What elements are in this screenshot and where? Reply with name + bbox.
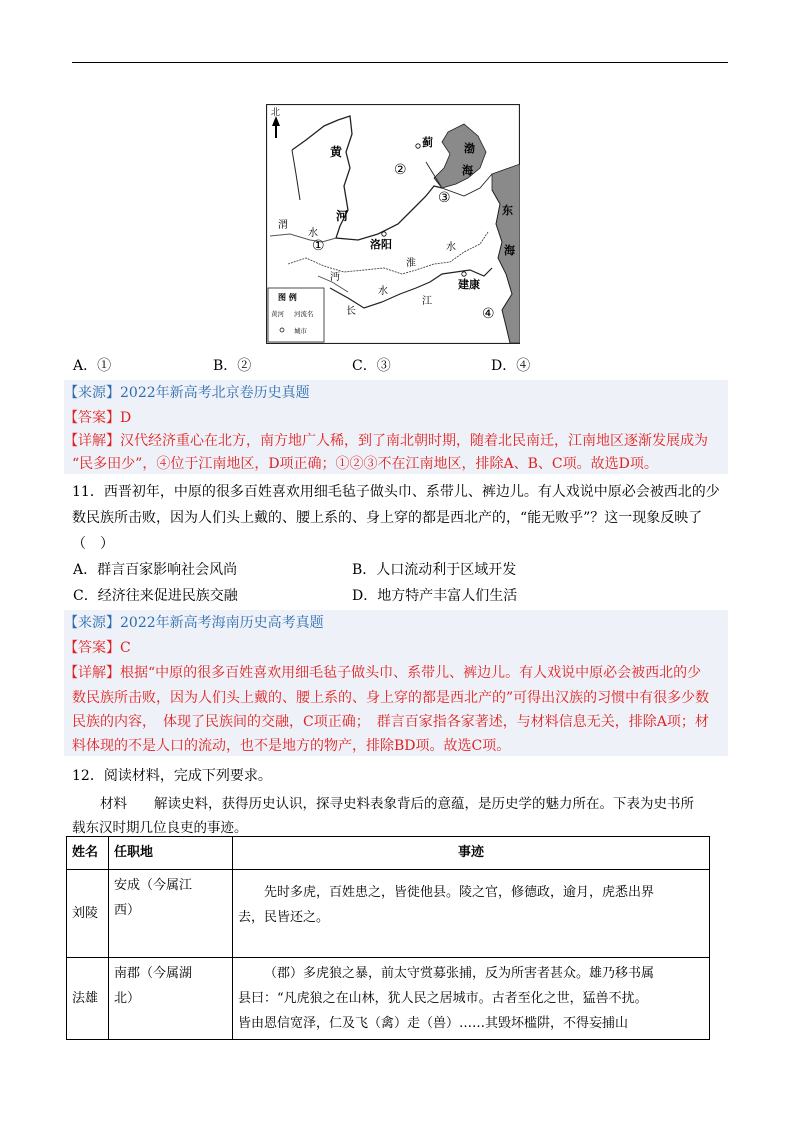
table-cell-place — [109, 870, 233, 958]
deed-line: 皆由恩信宽泽，仁及飞（禽）走（兽）……其毁坏槛阱，不得妄捕山 — [238, 1016, 629, 1031]
label-jiang: 江 — [422, 296, 432, 307]
q10-explain-line1: 【详解】汉代经济重心在北方，南方地广人稀，到了南北朝时期，随着北民南迁，江南地区逐渐发展成为 — [64, 433, 708, 449]
table-cell-place — [109, 958, 233, 1040]
table-row — [67, 870, 710, 958]
place-line: 北） — [114, 991, 141, 1006]
marker-1: ① — [312, 238, 325, 254]
deed-line: 县曰：“凡虎狼之在山林，犹人民之居城市。古者至化之世，猛兽不扰。 — [238, 991, 648, 1006]
q11-explain-line2: 数民族所击败，因为人们头上戴的、腰上系的、身上穿的都是西北产的”可得出汉族的习惯中有很多少数 — [72, 690, 710, 706]
marker-4: ④ — [482, 306, 495, 322]
historical-map — [266, 104, 520, 344]
place-line: 西） — [114, 903, 141, 918]
legend-river-label: 河流名 — [294, 310, 314, 318]
q11-option-b[interactable]: B．人口流动利于区域开发 — [352, 562, 517, 578]
q11-answer: 【答案】C — [64, 640, 131, 656]
q10-option-c[interactable]: C．③ — [352, 358, 391, 374]
legend-river-sample: 黄河 — [271, 310, 284, 318]
place-line: 南郡（今属湖 — [114, 966, 193, 981]
legend-title: 图 例 — [278, 293, 297, 302]
q11-stem-line1: 11．西晋初年，中原的很多百姓喜欢用细毛毡子做头巾、系带儿、裤边儿。有人戏说中原必会被西北的少 — [72, 484, 720, 500]
table-cell-name: 法雄 — [67, 958, 109, 1040]
label-shui: 水 — [308, 228, 318, 239]
label-dong: 东 — [502, 204, 513, 217]
city-ji-icon — [416, 144, 420, 148]
label-huai: 淮 — [406, 258, 416, 269]
table-cell-deeds — [233, 958, 710, 1040]
q10-option-a[interactable]: A．① — [73, 358, 112, 374]
label-shui3: 水 — [378, 286, 388, 297]
officials-table — [66, 836, 710, 1040]
table-cell-deeds — [233, 870, 710, 958]
label-shui2: 水 — [446, 242, 456, 253]
city-luoyang-icon — [382, 232, 386, 236]
label-luoyang: 洛阳 — [370, 238, 392, 251]
q11-explain-line1: 【详解】根据“中原的很多百姓喜欢用细毛毡子做头巾、系带儿、裤边儿。有人戏说中原必会被西北的少 — [64, 665, 702, 681]
q10-source: 【来源】2022年新高考北京卷历史真题 — [64, 385, 310, 401]
q11-stem-line3: （ ） — [72, 536, 114, 552]
label-huang: 黄 — [330, 145, 343, 159]
q11-option-a[interactable]: A．群言百家影响社会风尚 — [73, 562, 238, 578]
place-line: 安成（今属江 — [114, 878, 193, 893]
label-jiankang: 建康 — [458, 278, 480, 291]
q11-option-d[interactable]: D．地方特产丰富人们生活 — [352, 588, 518, 604]
q10-option-b[interactable]: B．② — [213, 358, 252, 374]
q11-source: 【来源】2022年新高考海南历史高考真题 — [64, 615, 324, 631]
north-label: 北 — [271, 108, 281, 118]
q11-explain-line3: 民族的内容， 体现了民族间的交融，C项正确； 群言百家指各家著述，与材料信息无关，排除A项；材 — [72, 714, 709, 730]
q12-stem: 12．阅读材料，完成下列要求。 — [72, 768, 272, 784]
legend-city-label: 城市 — [294, 327, 307, 335]
deed-line: （郡）多虎狼之暴，前太守赏募张捕，反为所害者甚众。雄乃移书属 — [264, 966, 655, 981]
label-hai: 海 — [462, 164, 473, 177]
legend-city-icon — [280, 328, 284, 332]
table-header-name: 姓名 — [67, 837, 109, 870]
header-rule — [72, 62, 728, 63]
table-header-deeds: 事迹 — [233, 837, 710, 870]
city-jiankang-icon — [462, 272, 466, 276]
table-header-place: 任职地 — [109, 837, 233, 870]
q11-stem-line2: 数民族所击败，因为人们头上戴的、腰上系的、身上穿的都是西北产的，“能无败乎”？这一现象反映了 — [72, 510, 703, 526]
table-cell-name: 刘陵 — [67, 870, 109, 958]
q12-material-line1: 材料 解读史料，获得历史认识，探寻史料表象背后的意蕴，是历史学的魅力所在。下表为史书所 — [100, 796, 694, 812]
q10-answer: 【答案】D — [64, 410, 132, 426]
label-he: 河 — [336, 209, 349, 223]
table-header-row — [67, 837, 710, 870]
q11-explain-line4: 料体现的不是人口的流动，也不是地方的物产，排除BD项。故选C项。 — [72, 738, 511, 754]
deed-line: 先时多虎，百姓患之，皆徙他县。陵之官，修德政，逾月，虎悉出界 — [264, 885, 655, 900]
label-chang: 长 — [346, 306, 356, 317]
q10-option-d[interactable]: D．④ — [491, 358, 531, 374]
deed-line: 去，民皆还之。 — [238, 910, 330, 925]
q11-option-c[interactable]: C．经济往来促进民族交融 — [73, 588, 238, 604]
label-hai2: 海 — [504, 244, 515, 257]
label-ji: 蓟 — [422, 136, 433, 149]
q12-material-line2: 载东汉时期几位良吏的事迹。 — [72, 820, 248, 836]
marker-3: ③ — [438, 190, 451, 206]
q10-explain-line2: “民多田少”，④位于江南地区，D项正确；①②③不在江南地区，排除A、B、C项。故选D项。 — [72, 456, 658, 472]
marker-2: ② — [394, 162, 407, 178]
table-row — [67, 958, 710, 1040]
label-mian: 沔 — [330, 272, 340, 283]
label-bo: 渤 — [464, 142, 475, 155]
label-wei: 渭 — [278, 220, 288, 231]
